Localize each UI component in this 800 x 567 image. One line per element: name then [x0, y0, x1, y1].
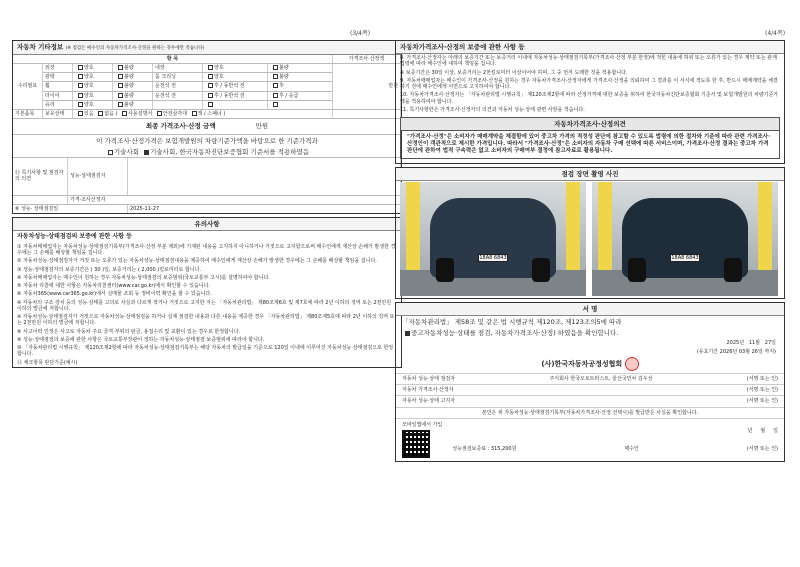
checkbox[interactable] [122, 111, 127, 116]
buyer-row [396, 419, 784, 461]
guarantee-list [13, 243, 401, 299]
repair-row: 외장 양호 불량 내장 양호 불량 [43, 64, 333, 73]
checkbox[interactable] [118, 83, 123, 88]
checkbox[interactable] [157, 111, 162, 116]
basic-options: 있음 없음 ( 사용설명서 안전삼각대 잭 / 스패너 ) [73, 110, 333, 118]
buyer-sign: (서명 또는 인) [746, 445, 778, 452]
page-number-right: (4/4쪽) [765, 30, 786, 37]
perf-date-label: ⑥ 성능· 상태점검일 [13, 205, 128, 213]
issue-date: 2025년 11월 27일 [726, 340, 776, 347]
receipt-line: 본인은 위 자동차성능·상태점검기록부(자동차가격조사·산정 선택시)를 발급받은 사실을 확인합니다. [396, 408, 784, 419]
special-row [13, 158, 401, 196]
guarantee-item: ① 자동차매매업자는 자동차성능·상태점검기록부(가격조사·산정 부분 제외)에 기재된 내용을 고지하지 아니하거나 거짓으로 고지함으로써 매수인에게 재산상 손해가 발생한 경우에는 그 손해를 배상할 책임을 집니다. [17, 243, 396, 257]
guarantee-item: 9. 자동차매매업자는 매수인이 가격조사·산정을 원하는 경우 자동차가격조사·산정자에게 가격조사·산정을 의뢰하여 그 결과를 이 서식에 적도록 한 후, 반드시 매매계약을 체결하기 전에 매수인에게 서면으로 고지하여야 합니다. [400, 77, 778, 91]
repair-row: 유리 양호 불량 [43, 101, 333, 110]
guarantee-item: 10. 자동차가격조사·산정자는 「자동차관리법 시행규칙」 제120조제2항에 따라 산정가격에 대한 보증을 위하여 한국자동차진단보증협회 기준서 및 보험개발원의 차량기준가액을 적용하여야 합니다. [400, 92, 779, 105]
final-price-label: 최종 가격조사·산정 금액 [145, 122, 216, 131]
repair-label: 수리필요 [13, 64, 43, 110]
checkbox[interactable] [118, 65, 123, 70]
repair-rows [43, 64, 333, 110]
opinion-title: 자동차가격조사·산정의견 [400, 117, 780, 131]
checkbox[interactable] [273, 102, 278, 107]
fee-block [452, 428, 778, 453]
notice-main: 이 가격조사·산정가격은 보험개발원의 차량기준가액을 바탕으로 한 기준가격과 [96, 136, 318, 145]
checkbox[interactable] [78, 74, 83, 79]
checkbox[interactable] [273, 65, 278, 70]
checkbox[interactable] [78, 102, 83, 107]
guarantee-item: 8. 가격조사·산정자는 아래의 보증기간 또는 보증거리 이내에 자동차성능·상태점검기록부(가격조사·산정 부분 한정)에 적힌 내용에 허위 또는 오류가 있는 경우 계약 또는 관계법령에 따라 매수인에 대하여 책임을 집니다. [400, 55, 777, 68]
checkbox[interactable] [208, 74, 213, 79]
checkbox[interactable] [273, 74, 278, 79]
notice-sub: 기술사회 기술사회, 한국자동차진단보증협회 기준서를 적용하였음 [13, 147, 401, 158]
law-item: ⑪ 체크항목 판단기준(예시) [17, 359, 78, 366]
basic-sublabel: 보유상태 [43, 110, 73, 118]
signature-section [395, 302, 785, 462]
checkbox[interactable] [108, 150, 113, 155]
checkbox[interactable] [98, 111, 103, 116]
guarantee-item: ⑥ 자동차365(www.car365.go.kr)에서 실매물 조회 등 정비이력 확인을 할 수 있습니다. [17, 291, 212, 298]
checkbox[interactable] [208, 102, 213, 107]
guarantee-title: 자동차성능·상태점검의 보증에 관한 사항 등 [17, 233, 132, 241]
repair-block [13, 64, 401, 110]
caution-section [12, 217, 402, 368]
law-item: ※ 자동차성능·상태점검자가 거짓으로 자동차성능·상태점검을 하거나 실제 점검한 내용과 다른 내용을 제공한 경우 「자동차관리법」 제80조제5호에 따라 2년 이하의 징역 또는 2천만원 이하의 벌금에 처합니다. [17, 314, 395, 327]
checkbox[interactable] [118, 102, 123, 107]
law-list [13, 299, 401, 367]
checkbox-checked[interactable] [144, 150, 149, 155]
caution-title: 유의사항 [13, 218, 401, 231]
validity: (유효기간 2026년 03월 26일 까지) [696, 348, 776, 355]
app-block [402, 422, 442, 458]
repair-row: 휠 양호 불량 운전석 전 후 / 동반석 전 후 [43, 82, 333, 91]
basic-label: 기본품목 [13, 110, 43, 118]
front-photo [400, 182, 586, 296]
price-guarantee-section [395, 40, 785, 164]
org-stamp [625, 357, 639, 371]
date-blank: 년 월 일 [747, 427, 778, 434]
right-items [396, 54, 784, 114]
law-line: 「자동차관리법」 제58조 및 같은 법 시행규칙 제120조, 제123조의5에 따라 [402, 318, 622, 326]
checkbox-checked[interactable] [405, 331, 410, 336]
qr-code[interactable] [402, 430, 430, 458]
checkbox[interactable] [273, 83, 278, 88]
guarantee-item: 11. 특기사항란은 가격조사·산정자의 의견과 자동차 성능·상태 관련 사항을 적습니다. [400, 106, 585, 113]
checkbox[interactable] [118, 93, 123, 98]
buyer-label: 매수인 [624, 445, 639, 452]
dealer-row: 자동차 성능·상태 고지자 (서명 또는 인) [396, 396, 784, 407]
repair-unit: 만원 [333, 64, 401, 110]
photo-section [395, 167, 785, 299]
front-plate: 18A8 6843 [479, 254, 507, 261]
other-info-section [12, 40, 402, 214]
checkbox[interactable] [208, 65, 213, 70]
rear-plate: 18A8 6843 [671, 254, 699, 261]
opinion-text: "가격조사·산정"은 소비자가 매매계약을 체결함에 있어 중고차 가격의 적정성 판단에 참고할 수 있도록 법령에 의한 절차와 기준에 따라 관련 가격조사·산정인이 객관적으로 제시한 가격입니다. 따라서 "가격조사·산정"은 소비자의 자동차 구매 선택에 따른 서비스이며, 가격조사·산정 결과는 중고차 가격판단에 관하여 법적 구속력은 없고 소비자의 구매여부 결정에 참고자료로 활용됩니다. [400, 131, 780, 159]
checkbox[interactable] [78, 65, 83, 70]
app-label: 모바일앱에서 가입 [402, 421, 443, 428]
checkbox[interactable] [118, 74, 123, 79]
checkbox[interactable] [78, 111, 83, 116]
law-item: ⑩ 「자동차관리법 시행규칙」 제120조제2항에 따라 자동차성능·상태점검기록부는 해당 자동차의 발급일을 기준으로 120일 이내에 이루어진 자동차성능·상태점검으로 한정합니다. [17, 345, 394, 358]
right-page [395, 40, 785, 550]
guarantee-item: ③ 성능·상태점검자의 보증기간은 ( 30 )일, 보증거리는 ( 2,000 )킬로미터로 합니다. [17, 266, 202, 273]
fee-label: 성능점검보증료 : 315,200원 [452, 445, 517, 452]
guarantee-item: ② 자동차성능·상태점검자가 거짓 또는 오류가 있는 자동차성능·상태점검내용을 제공하여 매수인에게 재산상 손해가 발생한 경우에는 그 손해를 배상할 책임을 집니다. [17, 258, 377, 265]
header-row [13, 55, 401, 64]
repair-row: 광택 양호 불량 룸 크리닝 양호 불량 [43, 73, 333, 82]
col-item: 항 목 [13, 55, 333, 63]
perf-date-row [13, 205, 401, 213]
repair-row: 타이어 양호 불량 운전석 전 후 / 동반석 전 후 / 응급 [43, 92, 333, 101]
col-price: 가격조사·산정액 [333, 55, 401, 63]
final-price-row [13, 119, 401, 134]
guarantee-item: ⑤ 자동차 리콜에 대한 사항은 자동차리콜센터(www.car.go.kr)에서 확인할 수 있습니다. [17, 283, 211, 290]
org-name: (사)한국자동차공정성협회 [396, 355, 784, 374]
law-item: ⑧ 사고이력 인정은 사고로 자동차 주요 골격 부위의 판금, 용접수리 및 교환이 있는 경우로 한정합니다. [17, 328, 241, 335]
basic-row [13, 110, 401, 119]
guarantee-item: ④ 자동차매매업자는 매수인이 원하는 경우 자동차성능·상태점검의 보증범위(국토교통부 고시)를 설명하여야 합니다. [17, 274, 270, 281]
law-item: ⑨ 성능·상태점검의 보증에 관한 사항은 국토교통부장관이 정하는 자동차성능·상태점검 보증범위에 따라야 합니다. [17, 336, 265, 343]
price-guarantee-title: 자동차가격조사·산정의 보증에 관한 사항 등 [396, 41, 784, 54]
price-inspector-label: 가격·조사산정자 [68, 196, 401, 204]
special-label: ⑪ 특기사항 및 점검자의 의견 [13, 158, 68, 195]
law-item: ※ 자동차의 구조·장치 등의 성능·상태를 고의로 사실과 다르게 적거나 거짓으로 고지한 자는 「자동차관리법」 제80조제6호 및 제7호에 따라 2년 이하의 징역 또는 2천만원 이하의 벌금에 처합니다. [17, 299, 392, 312]
checkbox[interactable] [78, 83, 83, 88]
sign-title: 서 명 [396, 303, 784, 316]
inspector-row: 자동차 성능·상태 점검자 주식회사 한국오토트러스트, 울산국민차 김우성 (서명 또는 인) [396, 374, 784, 385]
perf-date: 2025-11-27 [128, 205, 401, 213]
other-info-title: 자동차 기타정보 (※ 점검은 매수인의 자동차가격조사·산정을 원하는 경우에만 적습니다) [13, 41, 401, 55]
law-line-2: 중고자동차성능·상태를 점검, 자동차가격조사·산정) 하였음을 확인합니다. [396, 328, 784, 338]
guarantee-item: ※ 보증기간은 30일 이상, 보증거리는 2천킬로미터 이상이어야 하며, 그 중 먼저 도래한 것을 적용합니다. [400, 69, 628, 76]
left-page [12, 40, 402, 550]
perf-label: 성능·상태점검자 [68, 158, 128, 195]
rear-photo [592, 182, 778, 296]
checkbox[interactable] [192, 111, 197, 116]
checkbox[interactable] [208, 83, 213, 88]
photo-title: 점검 장면 촬영 사진 [396, 168, 784, 181]
checkbox[interactable] [78, 93, 83, 98]
other-info-note: (※ 점검은 매수인의 자동차가격조사·산정을 원하는 경우에만 적습니다) [65, 46, 205, 51]
final-price-unit: 만원 [255, 122, 269, 131]
page-number-left: (3/4쪽) [350, 30, 371, 37]
checkbox[interactable] [208, 93, 213, 98]
checkbox[interactable] [273, 93, 278, 98]
price-row: 자동차 가격조사·산정자 (서명 또는 인) [396, 385, 784, 396]
price-inspector-row [13, 196, 401, 205]
